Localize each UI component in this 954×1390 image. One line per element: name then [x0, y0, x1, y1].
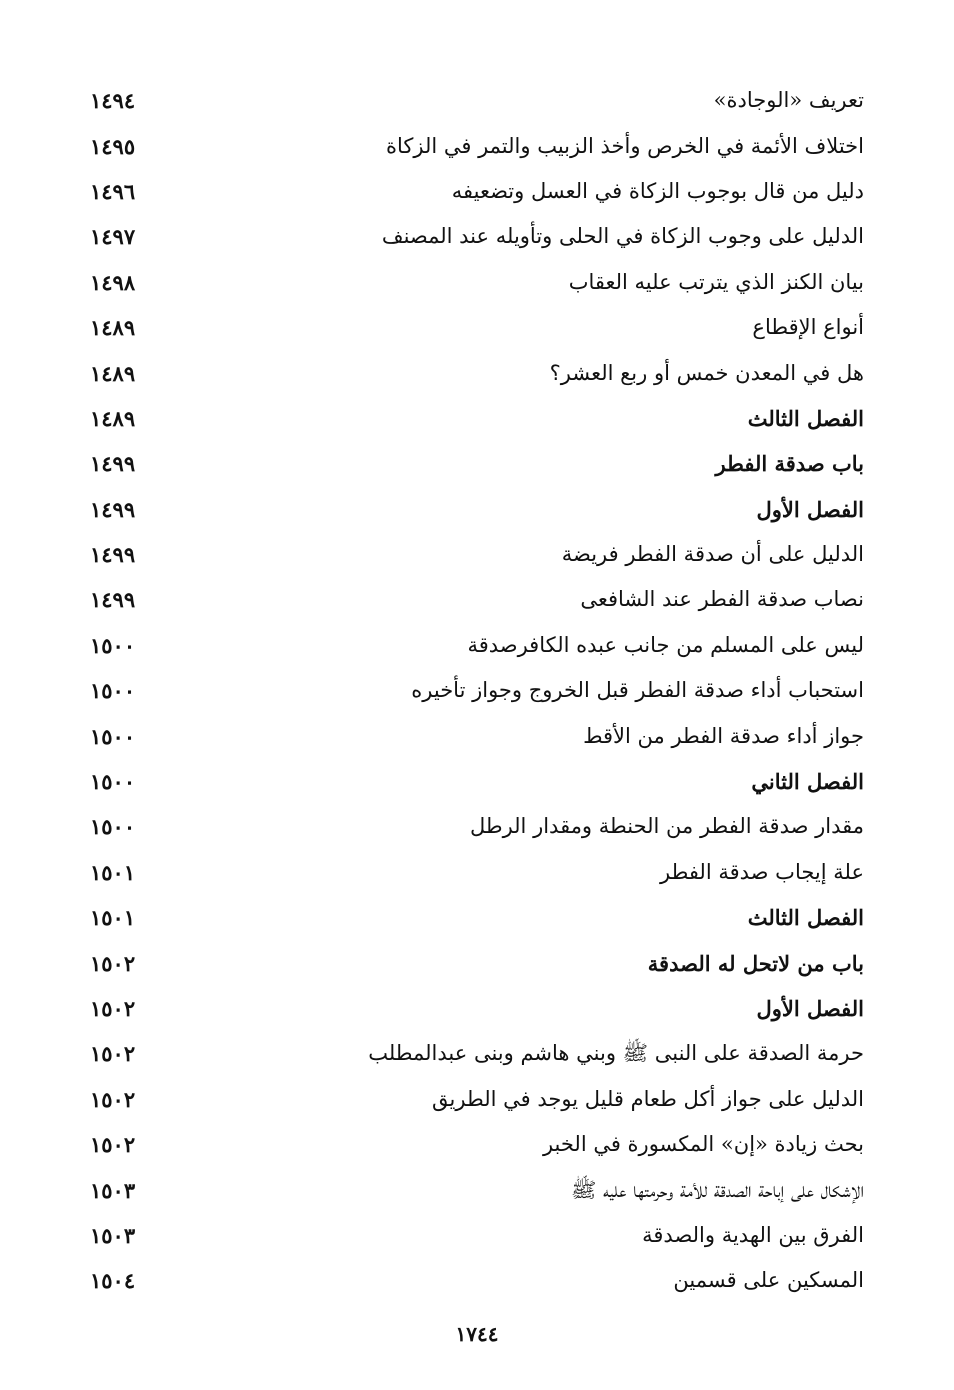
- toc-page-number: ١٤٩٤: [90, 88, 136, 114]
- toc-entry-title: حرمة الصدقة على النبى ﷺ وبني هاشم وبنى عبدالمطلب: [368, 1041, 864, 1066]
- toc-entry: [90, 759, 864, 804]
- toc-page-number: ١٤٩٩: [90, 542, 136, 568]
- toc-entry-title: نصاب صدقة الفطر عند الشافعى: [580, 587, 864, 612]
- toc-entry: [90, 123, 864, 168]
- toc-page-number: ١٤٩٧: [90, 224, 136, 250]
- toc-entry: [90, 1122, 864, 1167]
- toc-entry-title: استحباب أداء صدقة الفطر قبل الخروج وجواز تأخيره: [411, 678, 864, 703]
- toc-page-number: ١٥٠٠: [90, 632, 136, 658]
- toc-section-heading: باب صدقة الفطر: [715, 451, 864, 477]
- toc-entry-title: الدليل على وجوب الزكاة في الحلى وتأويله عند المصنف: [381, 224, 864, 249]
- toc-entry: [90, 1258, 864, 1303]
- toc-page-number: ١٥٠١: [90, 905, 136, 931]
- toc-entry: [90, 487, 864, 532]
- toc-page-number: ١٤٩٩: [90, 451, 136, 477]
- toc-page-number: ١٥٠٢: [90, 996, 136, 1021]
- toc-entry: [90, 350, 864, 395]
- toc-entry: [90, 1213, 864, 1258]
- toc-entry-title: مقدار صدقة الفطر من الحنطة ومقدار الرطل: [469, 814, 864, 839]
- toc-page-number: ١٥٠٢: [90, 1086, 136, 1112]
- toc-entry: [90, 577, 864, 622]
- toc-section-heading: الفصل الأول: [756, 496, 864, 522]
- toc-page-number: ١٤٩٩: [90, 496, 136, 522]
- toc-entry: [90, 1031, 864, 1076]
- toc-entry: [90, 986, 864, 1031]
- toc-section-heading: الفصل الأول: [756, 996, 864, 1021]
- toc-page-number: ١٤٩٨: [90, 269, 136, 295]
- toc-entry: [90, 850, 864, 895]
- toc-entry-title: المسكين على قسمين: [673, 1268, 864, 1293]
- toc-entry: [90, 396, 864, 441]
- toc-entry: [90, 441, 864, 486]
- toc-page-number: ١٤٩٩: [90, 587, 136, 613]
- toc-entry-title: علة إيجاب صدقة الفطر: [660, 859, 864, 884]
- toc-page-number: ١٥٠٢: [90, 950, 136, 976]
- toc-entry: [90, 623, 864, 668]
- toc-entry: [90, 169, 864, 214]
- toc-entry-title: أنواع الإقطاع: [752, 315, 864, 340]
- table-of-contents: [90, 78, 864, 1304]
- toc-entry: [90, 895, 864, 940]
- toc-section-heading: الفصل الثاني: [751, 769, 864, 795]
- toc-entry-title: جواز أداء صدقة الفطر من الأقط: [583, 723, 864, 748]
- toc-entry: [90, 1167, 864, 1212]
- toc-page-number: ١٥٠٢: [90, 1041, 136, 1067]
- toc-entry-title: بحث زيادة «إن» المكسورة في الخبر: [542, 1132, 864, 1157]
- toc-entry-title: الفرق بين الهدية والصدقة: [642, 1222, 864, 1247]
- toc-entry: [90, 1077, 864, 1122]
- page-number-footer: ١٧٤٤: [455, 1322, 499, 1346]
- toc-page-number: ١٥٠٣: [90, 1222, 136, 1248]
- toc-entry: [90, 940, 864, 985]
- toc-entry: [90, 214, 864, 259]
- toc-page-number: ١٤٩٥: [90, 133, 136, 159]
- toc-entry: [90, 78, 864, 123]
- toc-entry-title: دليل من قال بوجوب الزكاة في العسل وتضعيفه: [451, 178, 864, 203]
- toc-entry-title: هل في المعدن خمس أو ربع العشر؟: [549, 360, 864, 385]
- toc-entry: [90, 668, 864, 713]
- toc-page-number: ١٥٠٣: [90, 1177, 136, 1203]
- toc-entry-title: الدليل على جواز أكل طعام قليل يوجد في الطريق: [432, 1086, 864, 1111]
- toc-entry: [90, 260, 864, 305]
- toc-section-heading: باب من لاتحل له الصدقة: [647, 950, 864, 976]
- toc-entry-title: تعريف «الوجادة»: [713, 88, 864, 113]
- toc-entry-title: ليس على المسلم من جانب عبده الكافرصدقة: [467, 632, 864, 657]
- toc-page-number: ١٤٨٩: [90, 405, 136, 431]
- toc-page-number: ١٥٠٠: [90, 723, 136, 749]
- toc-page-number: ١٥٠٢: [90, 1132, 136, 1158]
- toc-page-number: ١٥٠٠: [90, 769, 136, 795]
- toc-page-number: ١٥٠٠: [90, 678, 136, 704]
- toc-page-number: ١٥٠٤: [90, 1268, 136, 1294]
- toc-page-number: ١٥٠١: [90, 859, 136, 885]
- toc-section-heading: الفصل الثالث: [747, 405, 864, 431]
- toc-page-number: ١٤٨٩: [90, 360, 136, 386]
- toc-entry: [90, 804, 864, 849]
- toc-page-number: ١٥٠٠: [90, 814, 136, 840]
- toc-page-number: ١٤٩٦: [90, 178, 136, 204]
- toc-entry-title: الإشكال على إباحة الصدقة للأمة وحرمتها عليه ﷺ: [571, 1177, 864, 1202]
- toc-entry-title: اختلاف الأئمة في الخرص وأخذ الزبيب والتمر في الزكاة: [385, 133, 864, 158]
- toc-entry: [90, 305, 864, 350]
- toc-entry: [90, 532, 864, 577]
- toc-entry-title: الدليل على أن صدقة الفطر فريضة: [561, 542, 864, 567]
- toc-page-number: ١٤٨٩: [90, 315, 136, 341]
- toc-entry-title: بيان الكنز الذي يترتب عليه العقاب: [568, 269, 864, 294]
- toc-section-heading: الفصل الثالث: [747, 905, 864, 931]
- toc-entry: [90, 713, 864, 758]
